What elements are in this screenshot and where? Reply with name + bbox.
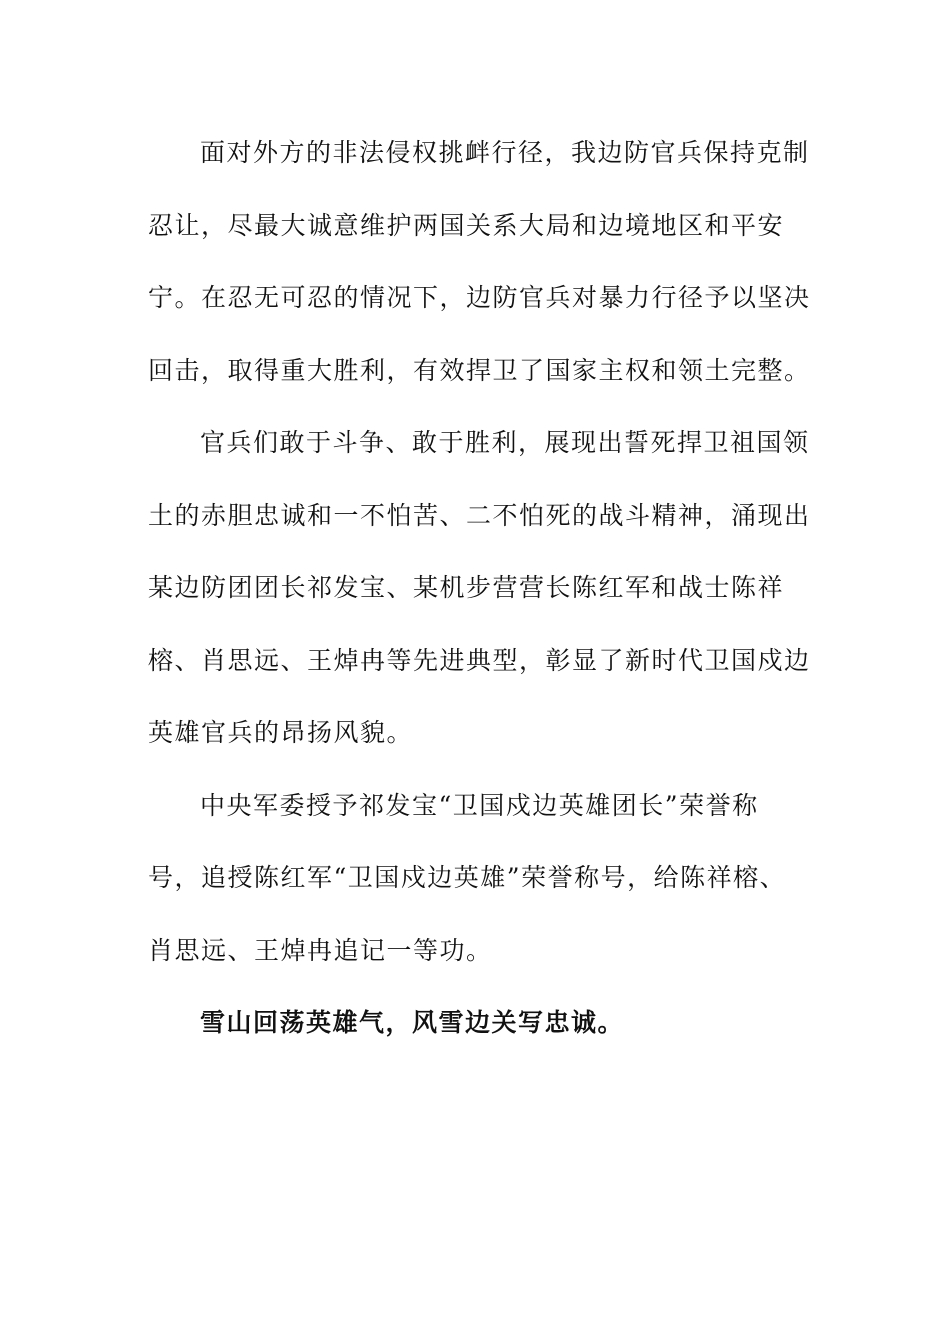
- body-text: [148, 125, 811, 1068]
- paragraph-1: [148, 125, 811, 415]
- text-line: 回击，取得重大胜利，有效捍卫了国家主权和领土完整。: [148, 355, 811, 385]
- text-line: 肖思远、王焯冉追记一等功。: [148, 935, 493, 965]
- text-line: 榕、肖思远、王焯冉等先进典型，彰显了新时代卫国戍边: [148, 645, 811, 675]
- text-line: 面对外方的非法侵权挑衅行径，我边防官兵保持克制: [200, 138, 810, 167]
- text-line: 土的赤胆忠诚和一不怕苦、二不怕死的战斗精神，涌现出: [148, 500, 811, 530]
- text-line: 英雄官兵的昂扬风貌。: [148, 718, 414, 747]
- text-line: 官兵们敢于斗争、敢于胜利，展现出誓死捍卫祖国领: [200, 428, 810, 457]
- text-line: 某边防团团长祁发宝、某机步营营长陈红军和战士陈祥: [148, 573, 785, 602]
- text-line: 宁。在忍无可忍的情况下，边防官兵对暴力行径予以坚决: [148, 283, 811, 312]
- paragraph-2: [148, 415, 811, 778]
- text-line: 忍让，尽最大诚意维护两国关系大局和边境地区和平安: [148, 210, 785, 240]
- paragraph-4-bold: [148, 995, 788, 1068]
- text-line: 号，追授陈红军“卫国戍边英雄”荣誉称号，给陈祥榕、: [148, 863, 787, 892]
- text-line: 中央军委授予祁发宝“卫国戍边英雄团长”荣誉称: [200, 790, 759, 820]
- paragraph-3: [148, 778, 788, 996]
- bold-closing-line: 雪山回荡英雄气，风雪边关写忠诚。: [200, 1008, 625, 1037]
